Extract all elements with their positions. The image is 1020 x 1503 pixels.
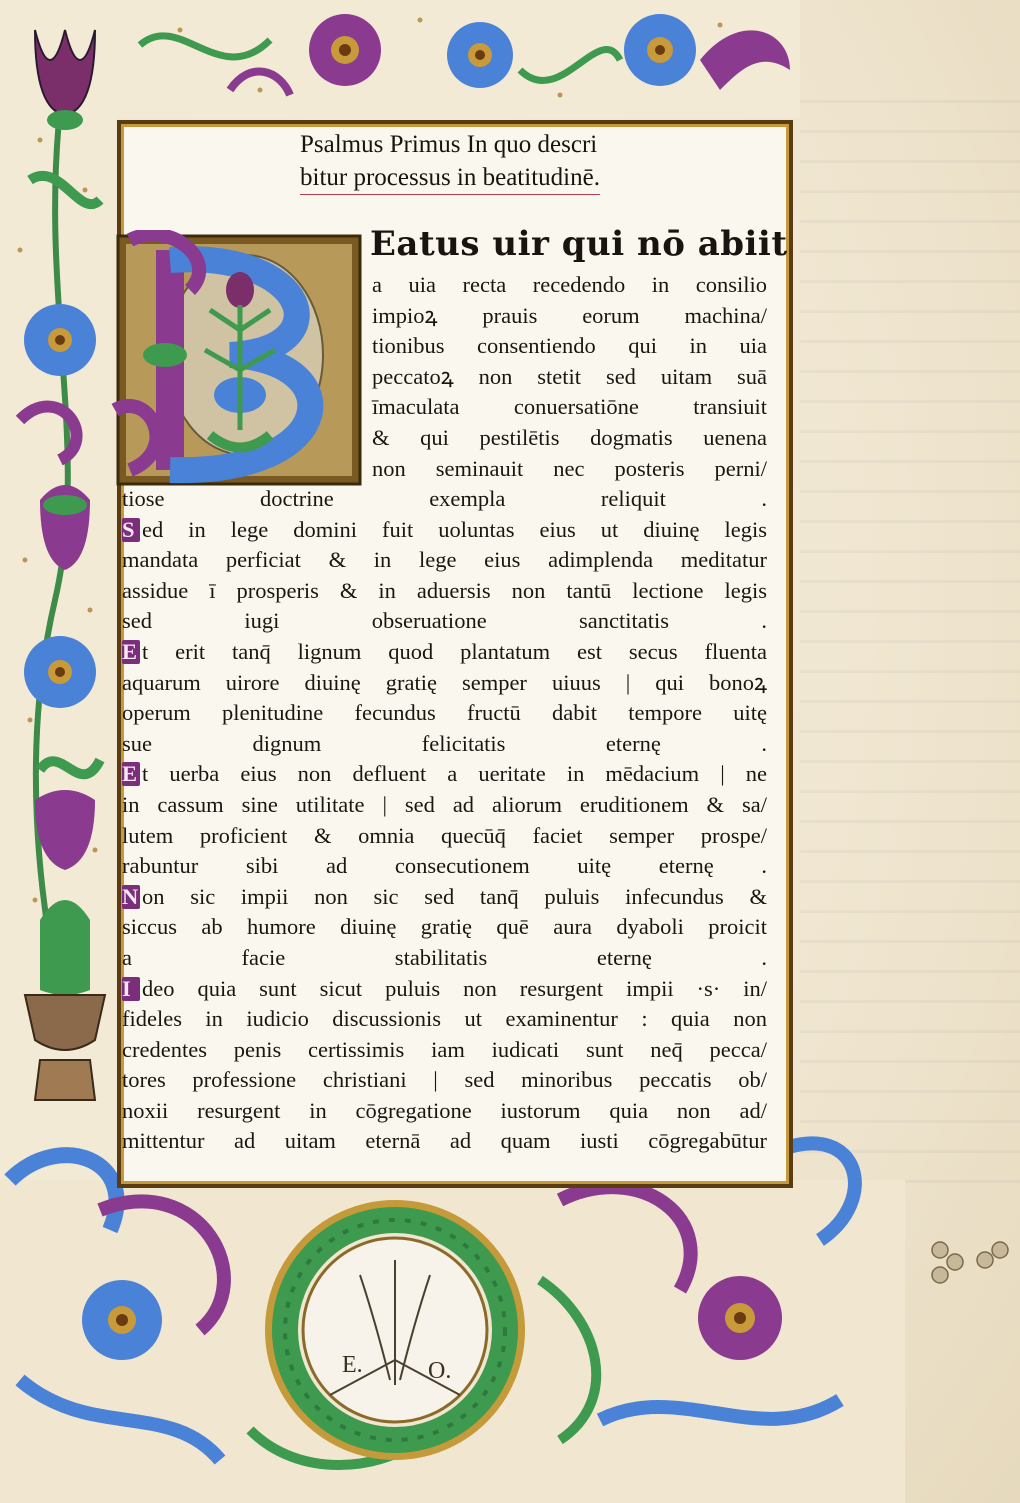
line-text: mittentur ad uitam eternā ad quam iusti cōgregabūtur [122,1128,767,1154]
text-line: non seminauit nec posteris perni/ [372,455,767,481]
line-text: ed in lege domini fuit uoluntas eius ut diuinę legis [142,516,767,542]
line-text: a facie stabilitatis eternę . [122,944,767,970]
line-text: t erit tanq̄ lignum quod plantatum est secus fluenta [142,638,767,664]
body-wide-column [122,484,767,1157]
text-line [122,821,767,852]
rubricated-capital: N [122,883,139,909]
incipit-line: Eatus uir qui nō abiit [370,224,788,264]
rubricated-capital: E [122,762,140,786]
text-line [122,606,767,637]
text-line [122,698,767,729]
text-line [122,576,767,607]
line-text: operum plenitudine fecundus fructū dabit tempore uitę [122,700,767,726]
text-line [122,790,767,821]
monogram-right: O. [428,1358,452,1384]
rubricated-capital: I [122,977,140,1001]
text-line [122,484,767,515]
line-text: aquarum uirore diuinę gratię semper uiuus | qui bonoꝝ [122,669,767,695]
line-text: deo quia sunt sicut puluis non resurgent impii ·s· in/ [142,975,767,1001]
line-text: sue dignum felicitatis eternę . [122,730,767,756]
text-line [122,1065,767,1096]
line-text: tiose doctrine exempla reliquit . [122,486,767,511]
text-line [122,851,767,882]
rubricated-capital: S [122,518,140,542]
text-line: tionibus consentiendo qui in uia [372,333,767,359]
text-line [122,882,767,913]
text-line: īmaculata conuersatiōne transiuit [372,394,767,420]
line-text: rabuntur sibi ad consecutionem uitę eternę . [122,853,767,879]
text-line: impioꝝ prauis eorum machina/ [372,302,767,328]
text-line [122,1004,767,1035]
rubricated-capital: E [122,640,140,664]
text-line [122,1035,767,1066]
line-text: lutem proficient & omnia quecūq̄ faciet semper prospe/ [122,822,767,848]
text-line: a uia recta recedendo in consilio [372,272,767,297]
text-line [122,759,767,790]
text-line [122,1126,767,1157]
text-line [122,729,767,760]
line-text: assidue ī prosperis & in aduersis non tantū lectione legis [122,577,767,603]
text-line [122,668,767,699]
rubric-line: Psalmus Primus In quo descri [300,131,598,158]
rubric-line: bitur processus in beatitudinē. [300,161,600,195]
body-narrow-column [372,270,767,484]
text-line [122,637,767,668]
text-line [122,515,767,546]
line-text: siccus ab humore diuinę gratię quē aura dyaboli proicit [122,914,767,940]
monogram-left: E. [342,1352,363,1378]
text-line [122,974,767,1005]
text-line [122,912,767,943]
line-text: t uerba eius non defluent a ueritate in mēdacium | ne [142,761,767,787]
line-text: tores professione christiani | sed minoribus peccatis ob/ [122,1067,767,1093]
line-text: fideles in iudicio discussionis ut examinentur : quia non [122,1006,767,1032]
text-line: & qui pestilētis dogmatis uenena [372,424,767,450]
line-text: credentes penis certissimis iam iudicati sunt neq̄ pecca/ [122,1036,767,1062]
text-line [122,943,767,974]
text-line: peccatoꝝ non stetit sed uitam suā [372,363,767,389]
text-line [122,1096,767,1127]
illuminated-initial-b [110,230,370,490]
line-text: on sic impii non sic sed tanq̄ puluis infecundus & [142,883,767,909]
text-line [122,545,767,576]
line-text: mandata perficiat & in lege eius adimplenda meditatur [122,547,767,573]
rubric-heading [300,128,770,195]
line-text: noxii resurgent in cōgregatione iustorum quia non ad/ [122,1097,767,1123]
line-text: sed iugi obseruatione sanctitatis . [122,608,767,634]
line-text: in cassum sine utilitate | sed ad aliorum eruditionem & sa/ [122,791,767,817]
